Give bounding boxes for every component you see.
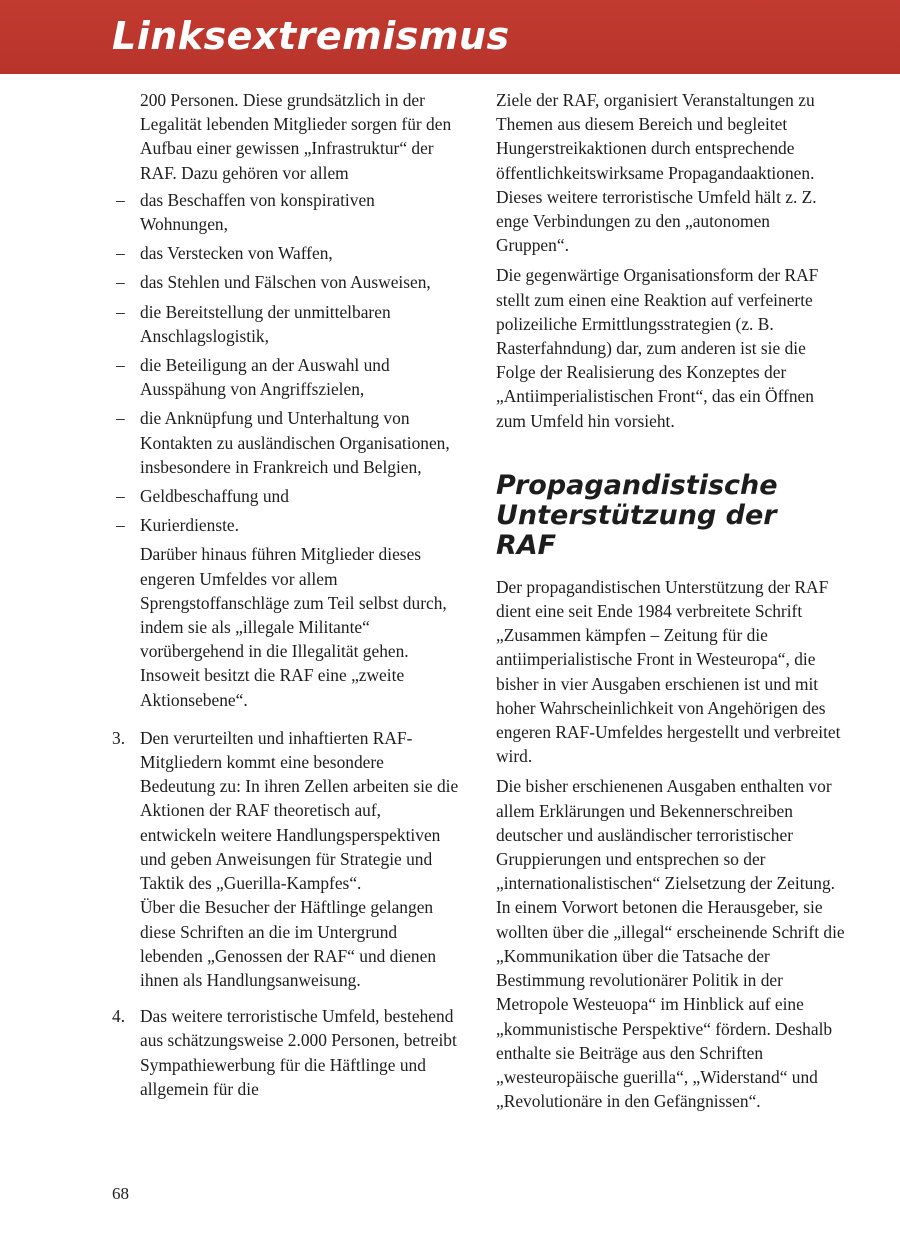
numbered-item-3: [112, 726, 460, 992]
section-banner: [0, 0, 900, 74]
list-item: – das Beschaffen von konspirativen Wohnungen,: [112, 188, 460, 236]
intro-paragraph: 200 Personen. Diese grundsätzlich in der Legalität lebenden Mitglieder sorgen für den Aufbau einer gewissen „Infrastruktur“ der RAF. Dazu gehören vor allem: [140, 90, 452, 183]
list-item: – die Bereitstellung der unmittelbaren Anschlagslogistik,: [112, 300, 460, 348]
list-item: – die Beteiligung an der Auswahl und Ausspähung von Angriffszielen,: [112, 353, 460, 401]
list-item: – das Stehlen und Fälschen von Ausweisen,: [112, 270, 460, 294]
numbered-item-4: [112, 1004, 460, 1101]
list-item: – das Verstecken von Waffen,: [112, 241, 460, 265]
item-paragraph: Den verurteilten und inhaftierten RAF-Mitgliedern kommt eine besondere Bedeutung zu: In ihren Zellen arbeiten sie die Aktionen der RAF theoretisch auf, entwickeln weitere Handlungsperspektiven und geben Anweisungen für Strategie und Taktik des „Guerilla-Kampfes“.: [140, 727, 459, 894]
item-number: 4.: [112, 1006, 126, 1027]
item-number: 3.: [112, 727, 126, 748]
after-bullets-paragraph: Darüber hinaus führen Mitglieder dieses engeren Umfeldes vor allem Sprengstoffanschläge zum Teil selbst durch, indem sie als „illegale Militante“ vorübergehend in die Illegalität gehen. Insoweit besitzt die RAF eine „zweite Aktionsebene“.: [140, 544, 447, 710]
body-paragraph: Der propagandistischen Unterstützung der RAF dient eine seit Ende 1984 verbreitete Schrift „Zusammen kämpfen – Zeitung für die antiimperialistische Front in Westeuropa“, die bisher in vier Ausgaben erschienen ist und mit hoher Wahrscheinlichkeit von Angehörigen des engeren RAF-Umfeldes hergestellt und verbreitet wird.: [496, 576, 841, 767]
body-paragraph: Die gegenwärtige Organisationsform der RAF stellt zum einen eine Reaktion auf verfeinerte polizeiliche Ermittlungsstrategien (z. B. Rasterfahndung) dar, zum anderen ist sie die Folge der Realisierung des Konzeptes der „Antiimperialistischen Front“, das ein Öffnen zum Umfeld hin vorsieht.: [496, 265, 819, 431]
section-title: Linksextremismus: [112, 14, 510, 58]
numbered-list: [112, 726, 460, 1101]
item-paragraph: Über die Besucher der Häftlinge gelangen diese Schriften an die im Untergrund lebenden „Genossen der RAF“ und dienen ihnen als Handlungsanweisung.: [140, 897, 437, 990]
body-paragraph: Die bisher erschienenen Ausgaben enthalten vor allem Erklärungen und Bekennerschreiben deutscher und ausländischer terroristischer Gruppierungen und entsprechen so der „internationalistischen“ Zielsetzung der Zeitung. In einem Vorwort betonen die Herausgeber, sie wollten über die „illegal“ erscheinende Schrift die „Kommunikation über die Tatsache der Bestimmung revolutionärer Politik in der Metropole Westeuopa“ im Hinblick auf eine „kommunistische Perspektive“ fördern. Deshalb enthalte sie Beiträge aus den Schriften „westeuropäische guerilla“, „Widerstand“ und „Revolutionäre in den Gefängnissen“.: [496, 776, 845, 1112]
activity-list: [112, 188, 460, 538]
body-paragraph: Ziele der RAF, organisiert Veranstaltungen zu Themen aus diesem Bereich und begleitet Hungerstreikaktionen durch entsprechende öffentlichkeitswirksame Propagandaaktionen. Dieses weitere terroristische Umfeld hält z. Z. enge Verbindungen zu den „autonomen Gruppen“.: [496, 90, 817, 256]
list-item: – die Anknüpfung und Unterhaltung von Kontakten zu ausländischen Organisationen, insbesondere in Frankreich und Belgien,: [112, 406, 460, 479]
item-paragraph: Das weitere terroristische Umfeld, bestehend aus schätzungsweise 2.000 Personen, betreibt Sympathiewerbung für die Häftlinge und allgemein für die: [140, 1006, 457, 1099]
left-column: [112, 88, 460, 1113]
list-item: – Geldbeschaffung und: [112, 484, 460, 508]
list-item: – Kurierdienste.: [112, 513, 460, 537]
page-number: 68: [112, 1184, 129, 1203]
right-column: [496, 88, 846, 1113]
section-heading: Propagandistische Unterstützung der RAF: [496, 469, 778, 561]
